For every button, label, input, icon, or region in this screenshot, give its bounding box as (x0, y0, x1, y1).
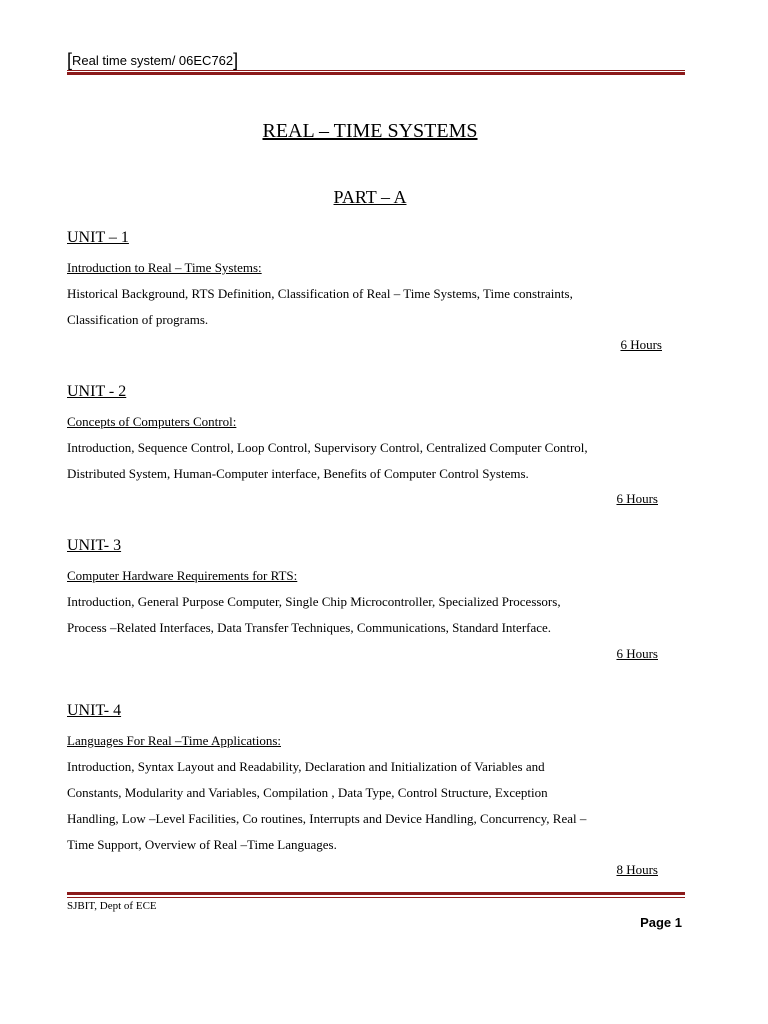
unit-4-subtitle: Languages For Real –Time Applications: (67, 733, 281, 748)
footer-rule-thin (67, 897, 685, 898)
unit-4-line-3: Handling, Low –Level Facilities, Co routines, Interrupts and Device Handling, Concurrency, Real – (67, 811, 587, 826)
unit-2-hours: 6 Hours (616, 491, 658, 506)
unit-2-subtitle: Concepts of Computers Control: (67, 414, 237, 429)
unit-4-line-2: Constants, Modularity and Variables, Compilation , Data Type, Control Structure, Exception (67, 785, 548, 800)
header-bracket-close: ] (233, 50, 239, 70)
unit-2-line-2: Distributed System, Human-Computer interface, Benefits of Computer Control Systems. (67, 466, 529, 481)
unit-2-heading: UNIT - 2 (67, 383, 127, 400)
unit-1-hours: 6 Hours (620, 337, 662, 352)
unit-2-body (67, 435, 672, 487)
header-rule-thin (67, 70, 685, 71)
running-header (67, 49, 238, 70)
header-bracket-open: [ (67, 50, 73, 70)
header-course-code: Real time system/ 06EC762 (72, 53, 234, 68)
unit-3-body (67, 589, 672, 641)
footer-institution: SJBIT, Dept of ECE (67, 900, 157, 912)
unit-1-line-2: Classification of programs. (67, 312, 209, 327)
footer-rule-thick (67, 892, 685, 895)
unit-4-hours: 8 Hours (616, 862, 658, 877)
unit-1-line-1: Historical Background, RTS Definition, Classification of Real – Time Systems, Time constraints, (67, 286, 573, 301)
part-title: PART – A (333, 187, 407, 207)
unit-3-subtitle: Computer Hardware Requirements for RTS: (67, 568, 298, 583)
unit-4-heading: UNIT- 4 (67, 702, 122, 719)
unit-1-body (67, 281, 672, 333)
document-title: REAL – TIME SYSTEMS (262, 120, 478, 142)
unit-1-heading: UNIT – 1 (67, 229, 129, 246)
unit-1-subtitle: Introduction to Real – Time Systems: (67, 260, 262, 275)
unit-4-line-1: Introduction, Syntax Layout and Readability, Declaration and Initialization of Variables and (67, 759, 545, 774)
unit-4-body (67, 754, 672, 858)
unit-3-hours: 6 Hours (616, 646, 658, 661)
unit-3-line-2: Process –Related Interfaces, Data Transfer Techniques, Communications, Standard Interface. (67, 620, 552, 635)
unit-3-line-1: Introduction, General Purpose Computer, Single Chip Microcontroller, Specialized Processors, (67, 594, 561, 609)
unit-3-heading: UNIT- 3 (67, 537, 122, 554)
header-rule-thick (67, 72, 685, 75)
page-number: Page 1 (640, 915, 682, 930)
unit-4-line-4: Time Support, Overview of Real –Time Languages. (67, 837, 337, 852)
unit-2-line-1: Introduction, Sequence Control, Loop Control, Supervisory Control, Centralized Computer Control, (67, 440, 588, 455)
